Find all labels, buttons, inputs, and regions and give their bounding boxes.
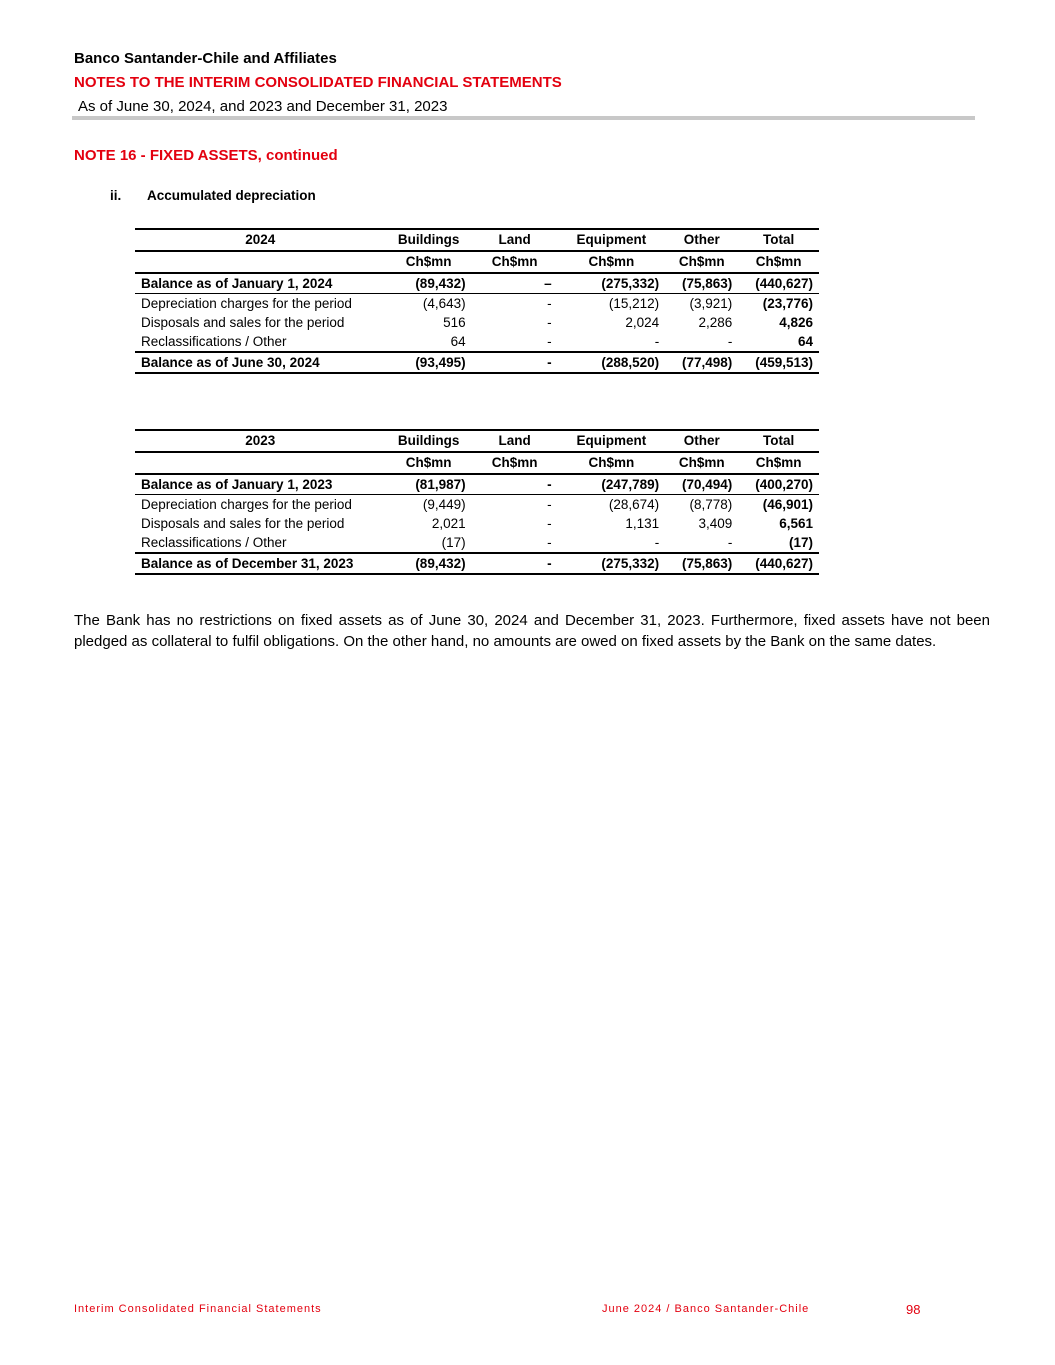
row-label: Balance as of January 1, 2023 — [141, 477, 333, 492]
subsection-heading — [110, 188, 316, 203]
cell-value: 2,021 — [431, 516, 466, 531]
cell-value: (17) — [441, 535, 466, 550]
row-label: Disposals and sales for the period — [141, 315, 345, 330]
cell-value: - — [654, 535, 660, 550]
col-header-land: Land — [498, 433, 531, 448]
footer-document-title: Interim Consolidated Financial Statements — [74, 1303, 322, 1315]
cell-value: (440,627) — [755, 276, 813, 291]
col-unit: Ch$mn — [755, 254, 802, 269]
table-row — [135, 533, 819, 553]
col-unit: Ch$mn — [491, 455, 538, 470]
cell-value: (77,498) — [682, 355, 733, 370]
cell-value: (275,332) — [601, 556, 660, 571]
cell-value: (89,432) — [415, 556, 466, 571]
cell-value: (275,332) — [601, 276, 660, 291]
row-label: Balance as of January 1, 2024 — [141, 276, 333, 291]
cell-value: (28,674) — [608, 497, 660, 512]
cell-value: 2,286 — [698, 315, 733, 330]
cell-value: (70,494) — [682, 477, 733, 492]
cell-value: (81,987) — [415, 477, 466, 492]
cell-value: (288,520) — [601, 355, 660, 370]
closing-balance-row — [135, 553, 819, 574]
table-row — [135, 332, 819, 352]
col-unit: Ch$mn — [678, 455, 725, 470]
row-label: Disposals and sales for the period — [141, 516, 345, 531]
cell-value: (247,789) — [601, 477, 660, 492]
cell-value: (75,863) — [682, 276, 733, 291]
depreciation-table-2023 — [135, 429, 819, 575]
cell-value: - — [547, 516, 552, 531]
footer-date-bank: June 2024 / Banco Santander-Chile — [602, 1303, 810, 1315]
col-unit: Ch$mn — [588, 455, 635, 470]
cell-total: 4,826 — [779, 315, 813, 330]
table-year: 2023 — [245, 433, 276, 448]
cell-value: 2,024 — [625, 315, 660, 330]
cell-total: (17) — [788, 535, 813, 550]
col-header-total: Total — [763, 232, 795, 247]
cell-value: 516 — [443, 315, 466, 330]
col-unit: Ch$mn — [678, 254, 725, 269]
cell-value: (89,432) — [415, 276, 466, 291]
cell-value: - — [547, 315, 552, 330]
col-header-total: Total — [763, 433, 795, 448]
row-label: Balance as of December 31, 2023 — [141, 556, 354, 571]
closing-balance-row — [135, 352, 819, 373]
cell-value: 3,409 — [698, 516, 733, 531]
col-header-buildings: Buildings — [397, 433, 460, 448]
table-row — [135, 313, 819, 332]
cell-total: 64 — [797, 334, 813, 349]
subsection-title: Accumulated depreciation — [147, 188, 316, 203]
notes-title: NOTES TO THE INTERIM CONSOLIDATED FINANCIAL STATEMENTS — [74, 74, 562, 91]
row-label: Depreciation charges for the period — [141, 497, 352, 512]
cell-value: 64 — [450, 334, 466, 349]
col-header-buildings: Buildings — [397, 232, 460, 247]
cell-value: - — [547, 334, 552, 349]
table-year: 2024 — [245, 232, 276, 247]
cell-value: (75,863) — [682, 556, 733, 571]
table-row — [135, 514, 819, 533]
page-number: 98 — [906, 1302, 921, 1317]
opening-balance-row — [135, 474, 819, 495]
header-divider — [72, 116, 975, 120]
subsection-number: ii. — [110, 188, 122, 203]
col-unit: Ch$mn — [405, 254, 452, 269]
col-header-equipment: Equipment — [576, 232, 647, 247]
cell-value: (3,921) — [689, 296, 733, 311]
cell-value: - — [547, 477, 552, 492]
col-header-equipment: Equipment — [576, 433, 647, 448]
table-row — [135, 294, 819, 314]
col-header-other: Other — [683, 232, 720, 247]
cell-value: (8,778) — [689, 497, 733, 512]
cell-value: - — [727, 535, 733, 550]
cell-value: (4,643) — [422, 296, 466, 311]
cell-total: 6,561 — [779, 516, 813, 531]
restrictions-paragraph: The Bank has no restrictions on fixed assets as of June 30, 2024 and December 31, 2023. Furthermore, fixed assets have not been pledged as collateral to fulfil obligations. On the other hand, no amounts are owed on fixed assets by the Bank on the same dates. — [74, 612, 990, 650]
table-row — [135, 495, 819, 515]
cell-value: - — [654, 334, 660, 349]
company-name: Banco Santander-Chile and Affiliates — [74, 50, 337, 67]
cell-total: (23,776) — [762, 296, 813, 311]
opening-balance-row — [135, 273, 819, 294]
as-of-date: As of June 30, 2024, and 2023 and December 31, 2023 — [78, 98, 448, 115]
row-label: Balance as of June 30, 2024 — [141, 355, 320, 370]
cell-value: - — [547, 556, 552, 571]
col-unit: Ch$mn — [755, 455, 802, 470]
col-unit: Ch$mn — [491, 254, 538, 269]
cell-value: - — [547, 355, 552, 370]
col-header-land: Land — [498, 232, 531, 247]
col-header-other: Other — [683, 433, 720, 448]
cell-value: (15,212) — [608, 296, 660, 311]
cell-value: (9,449) — [422, 497, 466, 512]
row-label: Reclassifications / Other — [141, 535, 287, 550]
cell-value: 1,131 — [625, 516, 660, 531]
cell-value: - — [547, 535, 552, 550]
note-title: NOTE 16 - FIXED ASSETS, continued — [74, 147, 338, 164]
cell-value: (400,270) — [755, 477, 813, 492]
cell-value: (93,495) — [415, 355, 466, 370]
cell-value: - — [547, 296, 552, 311]
cell-value: - — [547, 497, 552, 512]
row-label: Reclassifications / Other — [141, 334, 287, 349]
cell-value: - — [727, 334, 733, 349]
col-unit: Ch$mn — [405, 455, 452, 470]
row-label: Depreciation charges for the period — [141, 296, 352, 311]
cell-total: (46,901) — [762, 497, 813, 512]
cell-value: – — [544, 276, 552, 291]
depreciation-table-2024 — [135, 228, 819, 374]
col-unit: Ch$mn — [588, 254, 635, 269]
cell-value: (440,627) — [755, 556, 813, 571]
cell-value: (459,513) — [755, 355, 813, 370]
